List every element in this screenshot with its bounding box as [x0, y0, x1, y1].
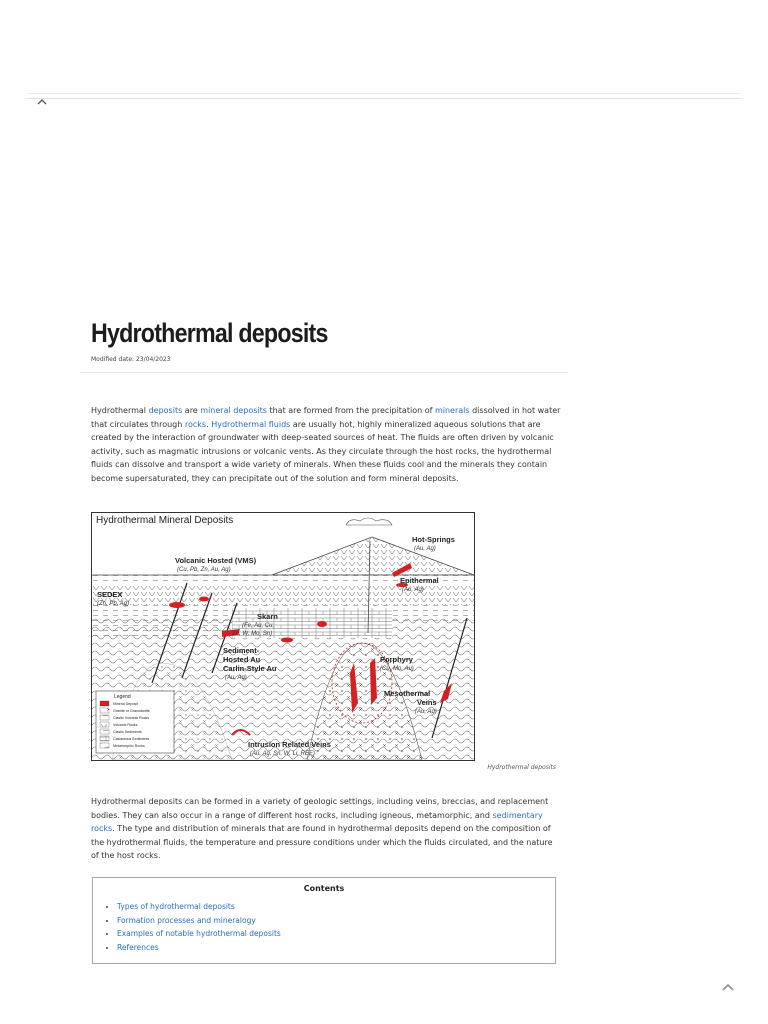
- label-vms: Volcanic Hosted (VMS): [175, 556, 257, 565]
- link-sedimentary-rocks[interactable]: sedimentary rocks: [91, 810, 543, 834]
- contents-item[interactable]: [117, 941, 281, 955]
- hydrothermal-deposits-figure[interactable]: [91, 512, 475, 761]
- label-sediment-elements: (Au, Ag): [225, 675, 247, 681]
- contents-link-examples[interactable]: Examples of notable hydrothermal deposits: [117, 929, 281, 938]
- legend-item: Clastic Volcanic Rocks: [113, 716, 150, 720]
- legend-item: Mineral Deposit: [113, 702, 138, 706]
- chevron-up-icon: [720, 980, 736, 994]
- contents-link-references[interactable]: References: [117, 942, 159, 952]
- link-minerals[interactable]: minerals: [434, 406, 470, 415]
- scroll-to-top-button[interactable]: [720, 979, 736, 993]
- top-divider: [27, 93, 741, 94]
- label-mesothermal-elements: (Au, Ag): [415, 709, 437, 715]
- chevron-up-icon[interactable]: [35, 96, 51, 110]
- link-mineral-deposits[interactable]: mineral deposits: [200, 406, 267, 415]
- legend-item: Granite or Granodiorite: [113, 709, 150, 713]
- body-paragraph: Hydrothermal deposits can be formed in a variety of geologic settings, including veins, breccias, and replacement bodies. They can also occur in a range of different host rocks, including igneous, metamorphic, and sedimentary rocks. The type and distribution of minerals that are found in hydrothermal deposits depend on the composition of the hydrothermal fluids, the temperature and pressure conditions under which the fluids circulated, and the nature of the host rocks.: [91, 797, 553, 861]
- label-porphyry-elements: (Cu, Mo, Au): [380, 666, 414, 672]
- label-hot-springs-elements: (Au, Ag): [414, 546, 436, 552]
- legend-item: Calcareous Sediments: [113, 737, 150, 741]
- label-sedex: SEDEX: [97, 590, 123, 599]
- label-mesothermal-1: Mesothermal: [384, 689, 431, 698]
- legend-item: Volcanic Rocks: [113, 723, 138, 727]
- link-rocks[interactable]: rocks: [184, 419, 207, 429]
- label-skarn-elements-2: Zn, W, Mo, Sn): [232, 631, 273, 637]
- modified-date: Modified date: 23/04/2023: [91, 356, 171, 363]
- contents-link-formation[interactable]: Formation processes and mineralogy: [117, 915, 256, 925]
- label-sedex-elements: (Zn, Pb, Ag): [97, 601, 130, 607]
- label-vms-elements: (Cu, Pb, Zn, Au, Ag): [177, 567, 231, 573]
- figure-legend: [96, 691, 174, 753]
- legend-item: Metamorphic Rocks: [113, 744, 145, 748]
- label-intrusion: Intrusion Related Veins: [248, 740, 331, 749]
- label-sediment-3: Carlin-Style Au: [223, 664, 277, 673]
- label-mesothermal-2: Veins: [417, 698, 437, 707]
- contents-list: [103, 900, 281, 954]
- title-divider: [80, 372, 567, 373]
- label-porphyry: Porphyry: [380, 655, 413, 664]
- contents-title: Contents: [303, 884, 345, 893]
- label-epithermal-elements: (Au, Ag): [402, 587, 424, 593]
- table-of-contents: [92, 877, 556, 964]
- legend-item: Clastic Sediments: [113, 730, 142, 734]
- contents-item[interactable]: [117, 900, 281, 914]
- contents-item[interactable]: [117, 927, 281, 941]
- link-deposits[interactable]: deposits: [148, 406, 183, 415]
- label-epithermal: Epithermal: [400, 576, 439, 585]
- contents-link-types[interactable]: Types of hydrothermal deposits: [117, 902, 235, 911]
- top-divider-secondary: [27, 98, 741, 99]
- legend-title: Legend: [114, 694, 131, 700]
- label-skarn-elements-1: (Fe, Au, Cu,: [242, 623, 275, 629]
- label-skarn: Skarn: [257, 612, 278, 621]
- label-hot-springs: Hot-Springs: [412, 535, 455, 544]
- link-hydrothermal-fluids[interactable]: Hydrothermal fluids: [211, 419, 291, 429]
- label-sediment-1: Sediment-: [223, 646, 260, 655]
- figure-caption: Hydrothermal deposits: [487, 764, 556, 771]
- figure-title: Hydrothermal Mineral Deposits: [96, 515, 234, 526]
- intro-paragraph: Hydrothermal deposits are mineral deposits that are formed from the precipitation of minerals dissolved in hot water that circulates through rocks. Hydrothermal fluids are usually hot, highly mineralized aqueous solutions that are created by the interaction of groundwater with deep-seated sources of heat. The fluids are often driven by volcanic activity, such as magmatic intrusions or volcanic vents. As they circulate through the host rocks, the hydrothermal fluids can dissolve and transport a wide variety of minerals. When these fluids cool and the minerals they contain become supersaturated, they can precipitate out of the solution and form mineral deposits.: [91, 406, 561, 483]
- label-sediment-2: Hosted Au: [223, 655, 261, 664]
- page-title: Hydrothermal deposits: [91, 318, 328, 348]
- contents-item[interactable]: [117, 914, 281, 928]
- label-intrusion-elements: (Au, Ag, Sn, W, Li, REE): [250, 751, 315, 757]
